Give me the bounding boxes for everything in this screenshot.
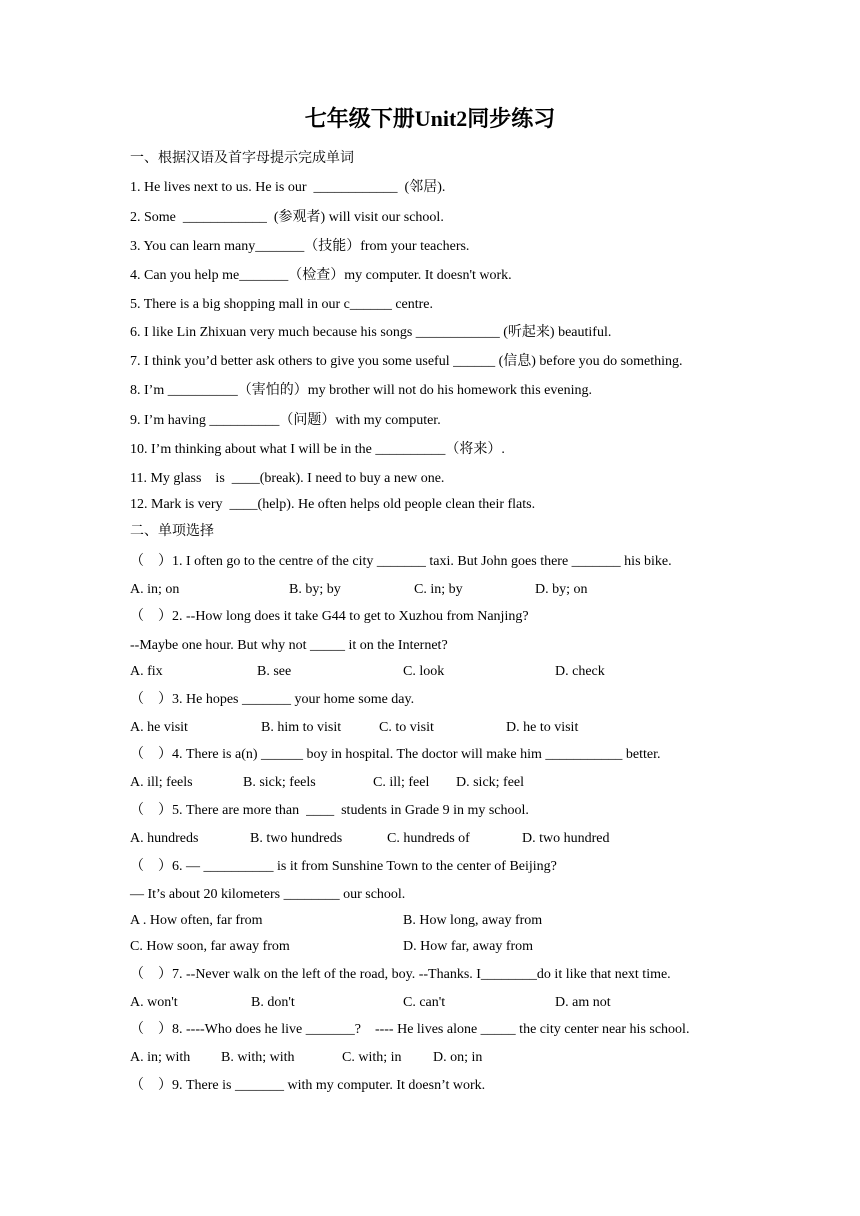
question-4-option-d: D. sick; feel [456,775,525,790]
question-1-stem: （ ）1. I often go to the centre of the city _______ taxi. But John goes there _______ his bike. [130,554,672,569]
question-1-option-b: B. by; by [289,582,341,597]
page-title: 七年级下册Unit2同步练习 [304,106,556,131]
question-7-option-d: D. am not [555,995,611,1010]
fill-item-9: 9. I’m having __________（问题）with my computer. [130,413,441,428]
question-5-option-d: D. two hundred [522,831,610,846]
question-1-option-a: A. in; on [130,582,180,597]
question-5-option-c: C. hundreds of [387,831,470,846]
fill-item-11: 11. My glass is ____(break). I need to buy a new one. [130,471,445,486]
question-5-option-b: B. two hundreds [250,831,343,846]
question-6-option-d: D. How far, away from [403,939,534,954]
question-7-stem: （ ）7. --Never walk on the left of the road, boy. --Thanks. I________do it like that next time. [130,967,671,982]
question-3-stem: （ ）3. He hopes _______ your home some day. [130,692,415,707]
fill-item-7: 7. I think you’d better ask others to give you some useful ______ (信息) before you do something. [130,354,683,369]
question-6-option-b: B. How long, away from [403,913,543,928]
question-5-stem: （ ）5. There are more than ____ students in Grade 9 in my school. [130,803,529,818]
question-2-option-c: C. look [403,664,445,679]
question-8-stem: （ ）8. ----Who does he live _______? ---- He lives alone _____ the city center near his school. [130,1022,690,1037]
question-2-option-a: A. fix [130,664,163,679]
question-6-stem-line2: — It’s about 20 kilometers ________ our school. [130,887,406,902]
question-3-option-a: A. he visit [130,720,188,735]
fill-item-10: 10. I’m thinking about what I will be in the __________（将来）. [130,442,505,457]
question-1-option-d: D. by; on [535,582,588,597]
fill-item-12: 12. Mark is very ____(help). He often helps old people clean their flats. [130,497,536,512]
fill-item-2: 2. Some ____________ (参观者) will visit our school. [130,210,444,225]
question-1-option-c: C. in; by [414,582,463,597]
question-4-option-c: C. ill; feel [373,775,430,790]
question-9-stem: （ ）9. There is _______ with my computer. It doesn’t work. [130,1078,486,1093]
fill-item-6: 6. I like Lin Zhixuan very much because his songs ____________ (听起来) beautiful. [130,325,612,340]
question-7-option-c: C. can't [403,995,446,1010]
question-4-stem: （ ）4. There is a(n) ______ boy in hospital. The doctor will make him ___________ better. [130,747,661,762]
question-8-option-c: C. with; in [342,1050,402,1065]
question-8-option-b: B. with; with [221,1050,295,1065]
question-2-stem-line2: --Maybe one hour. But why not _____ it on the Internet? [130,638,448,653]
question-3-option-c: C. to visit [379,720,434,735]
fill-item-1: 1. He lives next to us. He is our ____________ (邻居). [130,180,446,195]
question-2-stem: （ ）2. --How long does it take G44 to get to Xuzhou from Nanjing? [130,609,529,624]
section2-heading: 二、单项选择 [130,524,214,539]
question-3-option-b: B. him to visit [261,720,342,735]
question-6-stem: （ ）6. — __________ is it from Sunshine Town to the center of Beijing? [130,859,557,874]
question-6-option-c: C. How soon, far away from [130,939,290,954]
fill-item-8: 8. I’m __________（害怕的）my brother will not do his homework this evening. [130,383,592,398]
question-2-option-b: B. see [257,664,292,679]
question-5-option-a: A. hundreds [130,831,199,846]
question-8-option-a: A. in; with [130,1050,191,1065]
question-3-option-d: D. he to visit [506,720,579,735]
question-7-option-a: A. won't [130,995,178,1010]
question-2-option-d: D. check [555,664,605,679]
question-6-option-a: A . How often, far from [130,913,263,928]
fill-item-4: 4. Can you help me_______（检查）my computer. It doesn't work. [130,268,512,283]
section1-heading: 一、根据汉语及首字母提示完成单词 [130,151,354,166]
question-4-option-a: A. ill; feels [130,775,193,790]
fill-item-3: 3. You can learn many_______（技能）from your teachers. [130,239,470,254]
question-7-option-b: B. don't [251,995,295,1010]
fill-item-5: 5. There is a big shopping mall in our c______ centre. [130,297,434,312]
question-8-option-d: D. on; in [433,1050,483,1065]
question-4-option-b: B. sick; feels [243,775,316,790]
